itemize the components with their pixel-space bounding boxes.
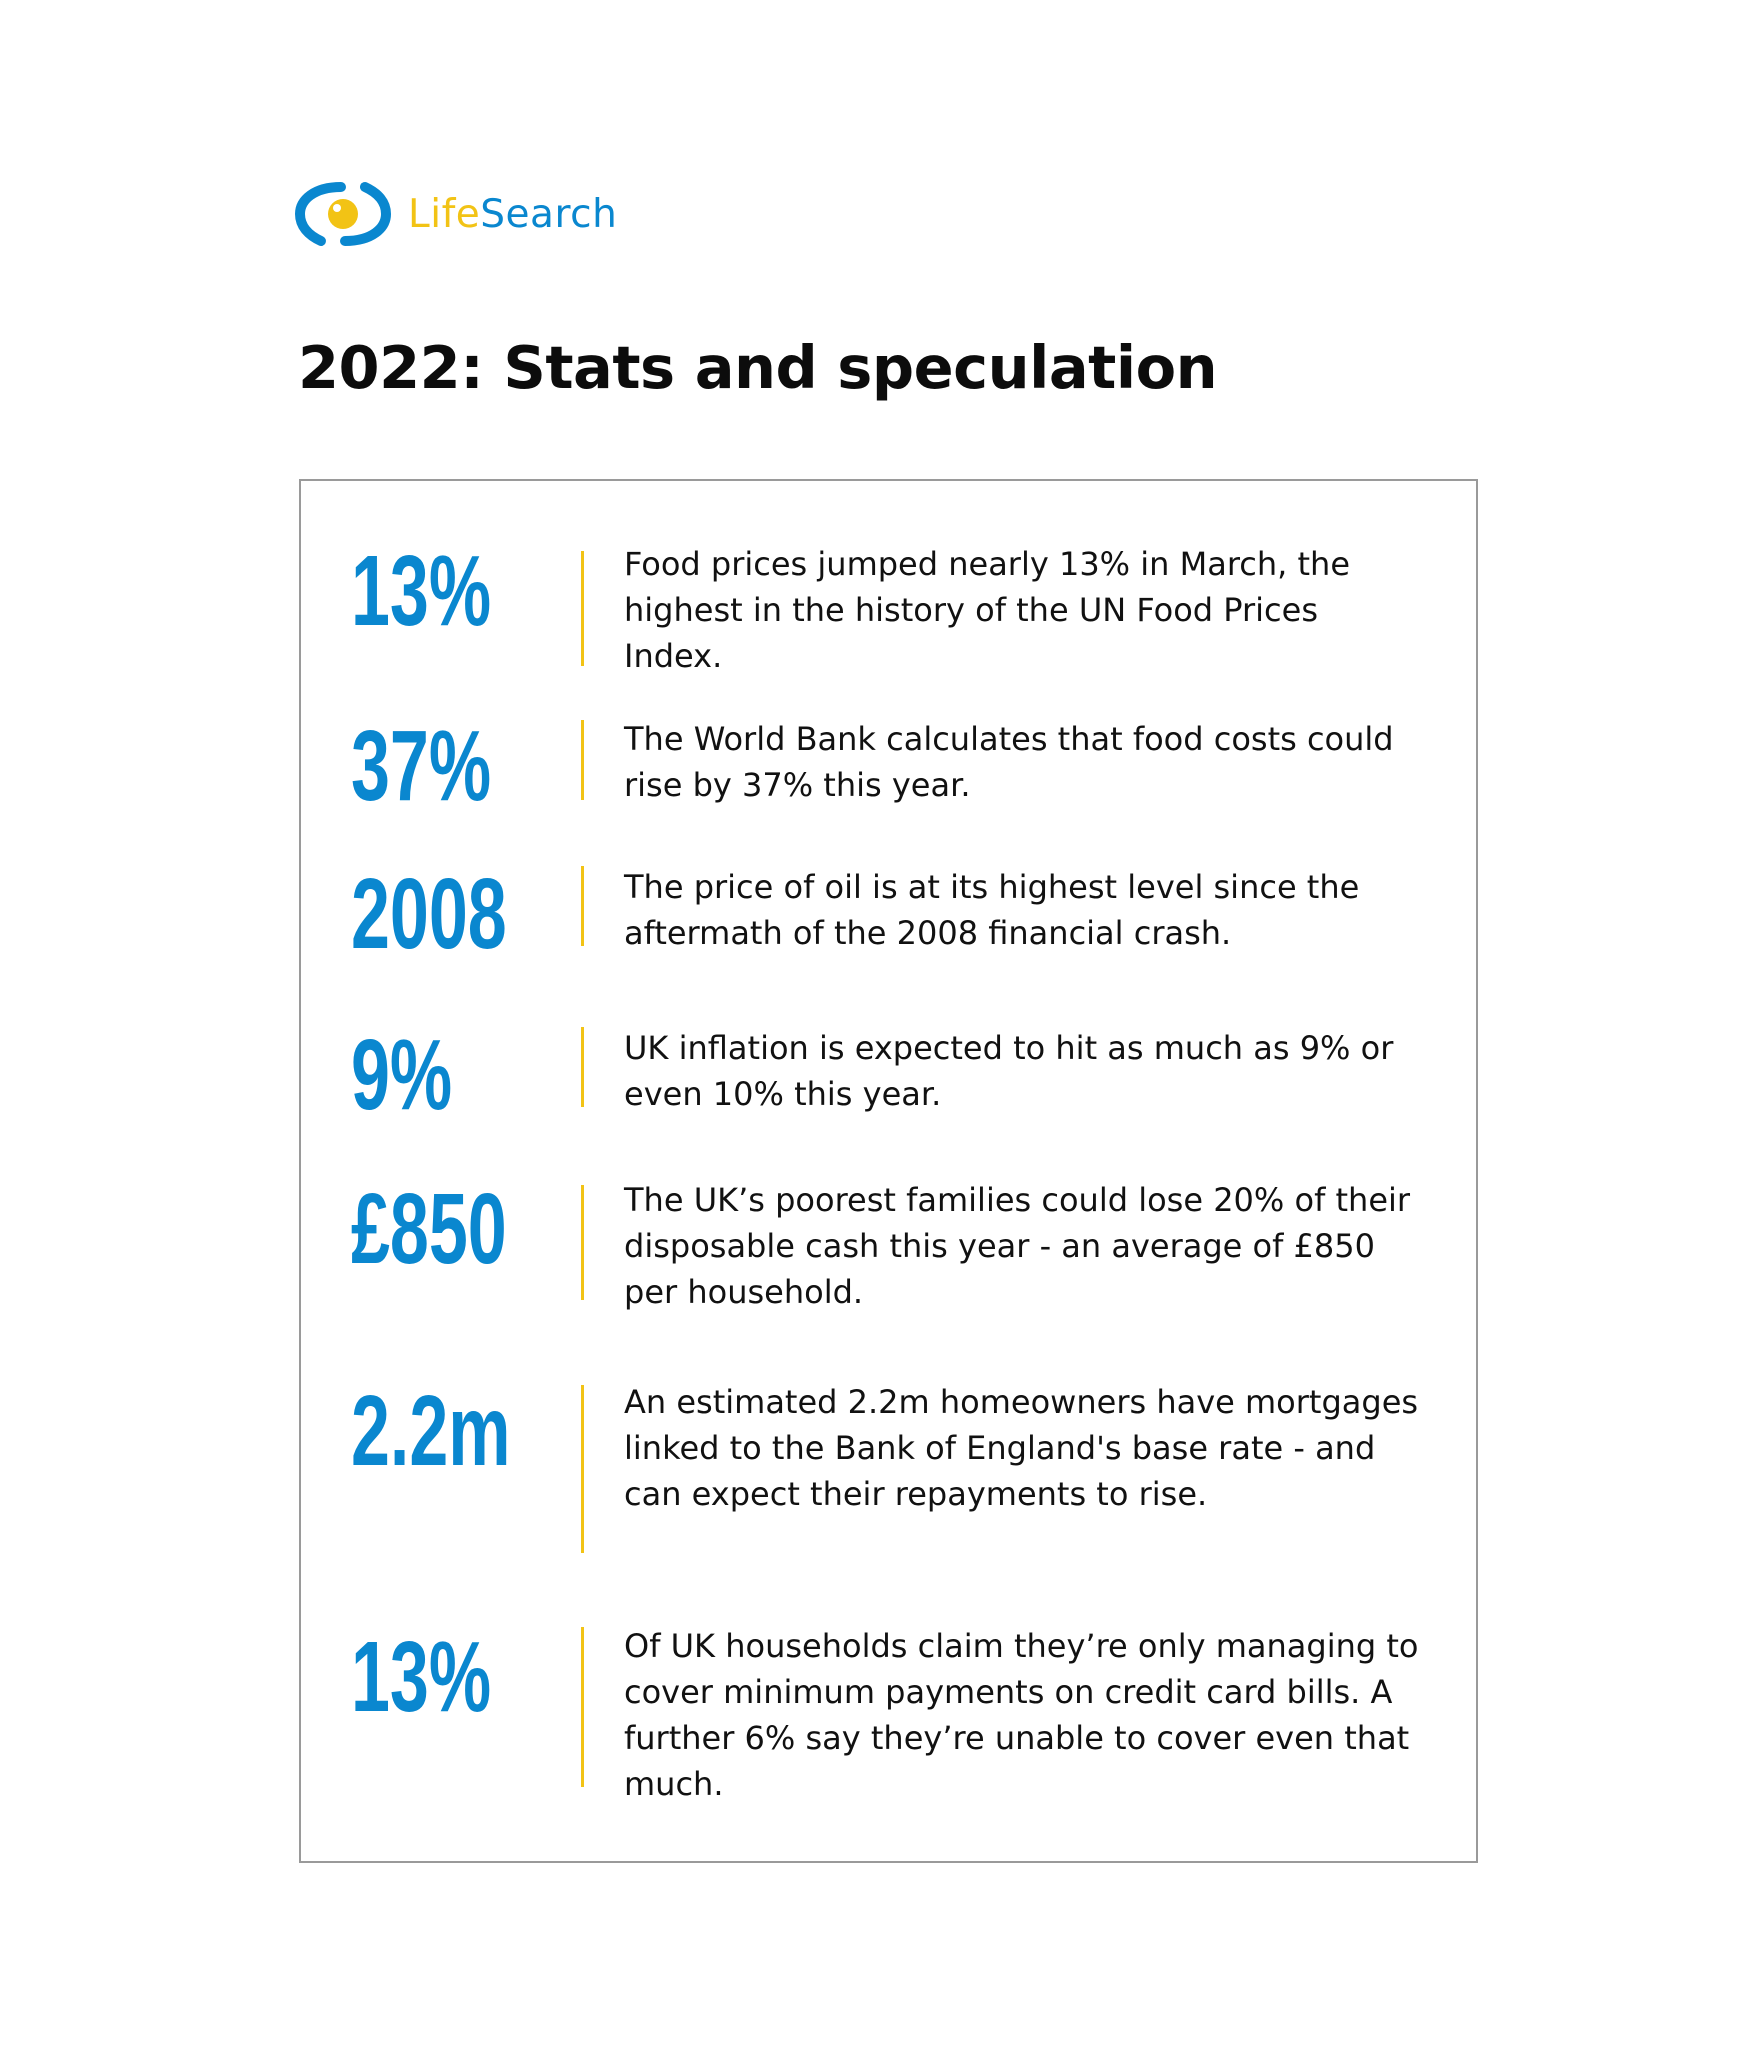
logo-wordmark	[408, 191, 618, 237]
stat-description: An estimated 2.2m homeowners have mortgages linked to the Bank of England's base rate - and can expect their repayments to rise.	[624, 1383, 1419, 1513]
stat-divider	[581, 1627, 584, 1787]
stat-divider	[581, 866, 584, 946]
stat-divider	[581, 551, 584, 666]
stat-description: UK inflation is expected to hit as much as 9% or even 10% this year.	[624, 1029, 1394, 1113]
stat-value: 13%	[351, 1621, 492, 1733]
stat-divider	[581, 1385, 584, 1553]
lifesearch-logo	[294, 180, 617, 248]
stat-divider	[581, 720, 584, 800]
stat-value: 9%	[351, 1019, 453, 1131]
stat-description: The World Bank calculates that food costs could rise by 37% this year.	[624, 720, 1394, 804]
page-title: 2022: Stats and speculation	[298, 333, 1218, 402]
stat-divider	[581, 1027, 584, 1107]
stats-card	[299, 479, 1478, 1863]
eye-logo-icon	[294, 180, 392, 248]
stat-description: Food prices jumped nearly 13% in March, the highest in the history of the UN Food Prices Index.	[624, 545, 1350, 675]
logo-text-life: Life	[408, 191, 481, 237]
stat-description: The price of oil is at its highest level since the aftermath of the 2008 financial crash.	[624, 868, 1360, 952]
logo-text-search: Search	[480, 191, 618, 237]
stat-value: £850	[351, 1173, 507, 1285]
stat-description: The UK’s poorest families could lose 20% of their disposable cash this year - an average of £850 per household.	[624, 1181, 1411, 1311]
stat-value: 37%	[351, 710, 492, 822]
stat-divider	[581, 1185, 584, 1300]
stat-value: 2.2m	[351, 1375, 511, 1487]
stat-value: 13%	[351, 535, 492, 647]
stat-description: Of UK households claim they’re only managing to cover minimum payments on credit card bills. A further 6% say they’re unable to cover even that much.	[624, 1627, 1419, 1803]
stat-value: 2008	[351, 858, 507, 970]
